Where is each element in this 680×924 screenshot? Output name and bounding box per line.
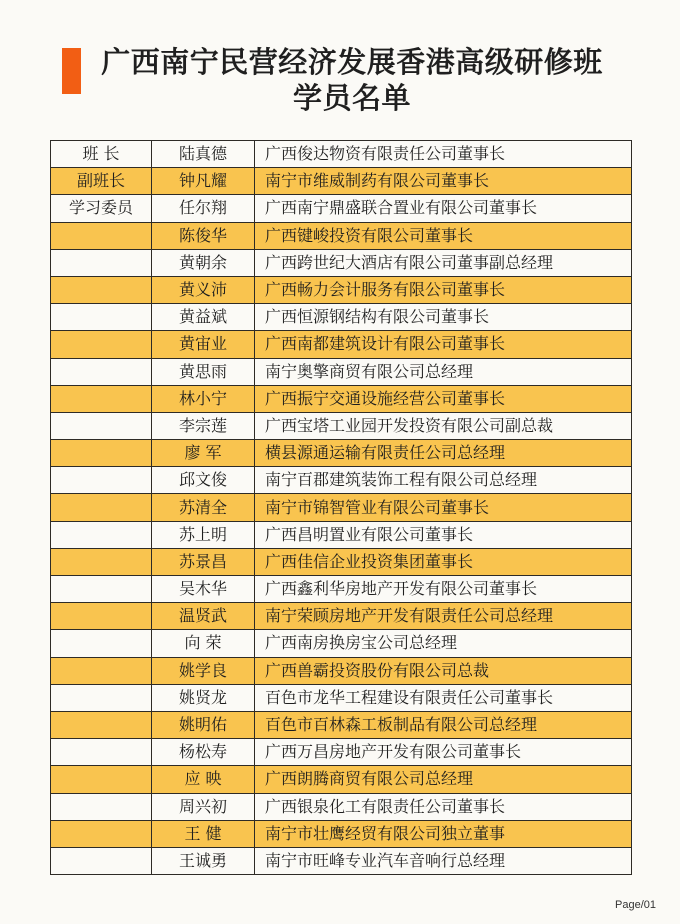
roster-name-cell: 黄益斌 <box>152 304 255 331</box>
roster-row <box>51 766 632 793</box>
roster-role-cell <box>51 766 152 793</box>
roster-name-cell: 黄朝余 <box>152 249 255 276</box>
roster-role-cell: 学习委员 <box>51 195 152 222</box>
page-number: Page/01 <box>615 899 656 911</box>
roster-row <box>51 276 632 303</box>
roster-company-cell: 广西振宁交通设施经营公司董事长 <box>255 385 632 412</box>
roster-name-cell: 黄宙业 <box>152 331 255 358</box>
roster-name-cell: 吴木华 <box>152 576 255 603</box>
roster-company-cell: 广西银泉化工有限责任公司董事长 <box>255 793 632 820</box>
roster-company-cell: 广西鑫利华房地产开发有限公司董事长 <box>255 576 632 603</box>
roster-company-cell: 广西南房换房宝公司总经理 <box>255 630 632 657</box>
roster-company-cell: 广西南都建筑设计有限公司董事长 <box>255 331 632 358</box>
roster-company-cell: 广西恒源钢结构有限公司董事长 <box>255 304 632 331</box>
roster-row <box>51 195 632 222</box>
roster-role-cell <box>51 820 152 847</box>
roster-role-cell <box>51 630 152 657</box>
roster-name-cell: 苏上明 <box>152 521 255 548</box>
roster-company-cell: 广西南宁鼎盛联合置业有限公司董事长 <box>255 195 632 222</box>
roster-role-cell: 副班长 <box>51 168 152 195</box>
roster-row <box>51 467 632 494</box>
roster-name-cell: 王诚勇 <box>152 847 255 874</box>
roster-name-cell: 苏清全 <box>152 494 255 521</box>
roster-role-cell <box>51 548 152 575</box>
roster-row <box>51 304 632 331</box>
roster-name-cell: 温贤武 <box>152 603 255 630</box>
roster-row <box>51 440 632 467</box>
roster-role-cell <box>51 385 152 412</box>
roster-name-cell: 苏景昌 <box>152 548 255 575</box>
roster-role-cell <box>51 249 152 276</box>
roster-role-cell <box>51 467 152 494</box>
roster-name-cell: 任尔翔 <box>152 195 255 222</box>
roster-name-cell: 黄思雨 <box>152 358 255 385</box>
roster-name-cell: 应 映 <box>152 766 255 793</box>
roster-name-cell: 向 荣 <box>152 630 255 657</box>
roster-row <box>51 684 632 711</box>
roster-name-cell: 姚明佑 <box>152 711 255 738</box>
roster-row <box>51 358 632 385</box>
roster-role-cell <box>51 440 152 467</box>
student-roster-table <box>50 140 632 875</box>
roster-name-cell: 王 健 <box>152 820 255 847</box>
roster-name-cell: 邱文俊 <box>152 467 255 494</box>
roster-name-cell: 姚学良 <box>152 657 255 684</box>
roster-row <box>51 331 632 358</box>
roster-role-cell <box>51 739 152 766</box>
roster-row <box>51 168 632 195</box>
roster-company-cell: 百色市百林森工板制品有限公司总经理 <box>255 711 632 738</box>
roster-name-cell: 李宗莲 <box>152 412 255 439</box>
roster-role-cell <box>51 521 152 548</box>
roster-row <box>51 141 632 168</box>
roster-company-cell: 南宁荣顾房地产开发有限责任公司总经理 <box>255 603 632 630</box>
roster-role-cell <box>51 331 152 358</box>
roster-role-cell <box>51 847 152 874</box>
roster-name-cell: 陆真德 <box>152 141 255 168</box>
roster-row <box>51 739 632 766</box>
roster-name-cell: 林小宁 <box>152 385 255 412</box>
roster-row <box>51 494 632 521</box>
roster-name-cell: 杨松寿 <box>152 739 255 766</box>
roster-row <box>51 249 632 276</box>
roster-row <box>51 820 632 847</box>
roster-role-cell <box>51 276 152 303</box>
roster-row <box>51 630 632 657</box>
roster-name-cell: 钟凡耀 <box>152 168 255 195</box>
roster-company-cell: 广西昌明置业有限公司董事长 <box>255 521 632 548</box>
roster-company-cell: 百色市龙华工程建设有限责任公司董事长 <box>255 684 632 711</box>
roster-company-cell: 广西俊达物资有限责任公司董事长 <box>255 141 632 168</box>
roster-company-cell: 广西键峻投资有限公司董事长 <box>255 222 632 249</box>
roster-row <box>51 385 632 412</box>
roster-company-cell: 广西佳信企业投资集团董事长 <box>255 548 632 575</box>
roster-role-cell <box>51 711 152 738</box>
roster-company-cell: 广西万昌房地产开发有限公司董事长 <box>255 739 632 766</box>
roster-row <box>51 793 632 820</box>
roster-role-cell <box>51 494 152 521</box>
student-roster-body <box>51 141 632 875</box>
roster-role-cell <box>51 412 152 439</box>
roster-company-cell: 广西畅力会计服务有限公司董事长 <box>255 276 632 303</box>
roster-company-cell: 南宁市维威制药有限公司董事长 <box>255 168 632 195</box>
roster-role-cell <box>51 576 152 603</box>
roster-name-cell: 黄义沛 <box>152 276 255 303</box>
roster-row <box>51 412 632 439</box>
roster-company-cell: 南宁奥擎商贸有限公司总经理 <box>255 358 632 385</box>
roster-company-cell: 广西朗腾商贸有限公司总经理 <box>255 766 632 793</box>
page-title-line-1: 广西南宁民营经济发展香港高级研修班 <box>101 45 603 79</box>
roster-name-cell: 廖 军 <box>152 440 255 467</box>
roster-name-cell: 陈俊华 <box>152 222 255 249</box>
roster-role-cell <box>51 684 152 711</box>
roster-row <box>51 548 632 575</box>
roster-role-cell <box>51 358 152 385</box>
roster-row <box>51 603 632 630</box>
roster-role-cell <box>51 304 152 331</box>
roster-row <box>51 847 632 874</box>
roster-row <box>51 711 632 738</box>
roster-name-cell: 周兴初 <box>152 793 255 820</box>
roster-role-cell <box>51 222 152 249</box>
roster-company-cell: 广西宝塔工业园开发投资有限公司副总裁 <box>255 412 632 439</box>
page-title <box>92 44 612 116</box>
roster-company-cell: 南宁百郡建筑装饰工程有限公司总经理 <box>255 467 632 494</box>
page-title-line-2: 学员名单 <box>292 81 411 115</box>
roster-company-cell: 广西兽霸投资股份有限公司总裁 <box>255 657 632 684</box>
roster-row <box>51 222 632 249</box>
roster-company-cell: 南宁市旺峰专业汽车音响行总经理 <box>255 847 632 874</box>
roster-row <box>51 576 632 603</box>
title-accent-bar <box>62 48 81 94</box>
roster-row <box>51 657 632 684</box>
roster-role-cell <box>51 603 152 630</box>
roster-company-cell: 横县源通运输有限责任公司总经理 <box>255 440 632 467</box>
roster-company-cell: 广西跨世纪大酒店有限公司董事副总经理 <box>255 249 632 276</box>
roster-row <box>51 521 632 548</box>
roster-role-cell <box>51 657 152 684</box>
roster-role-cell <box>51 793 152 820</box>
roster-company-cell: 南宁市锦智管业有限公司董事长 <box>255 494 632 521</box>
roster-role-cell: 班 长 <box>51 141 152 168</box>
roster-name-cell: 姚贤龙 <box>152 684 255 711</box>
roster-company-cell: 南宁市壮鹰经贸有限公司独立董事 <box>255 820 632 847</box>
